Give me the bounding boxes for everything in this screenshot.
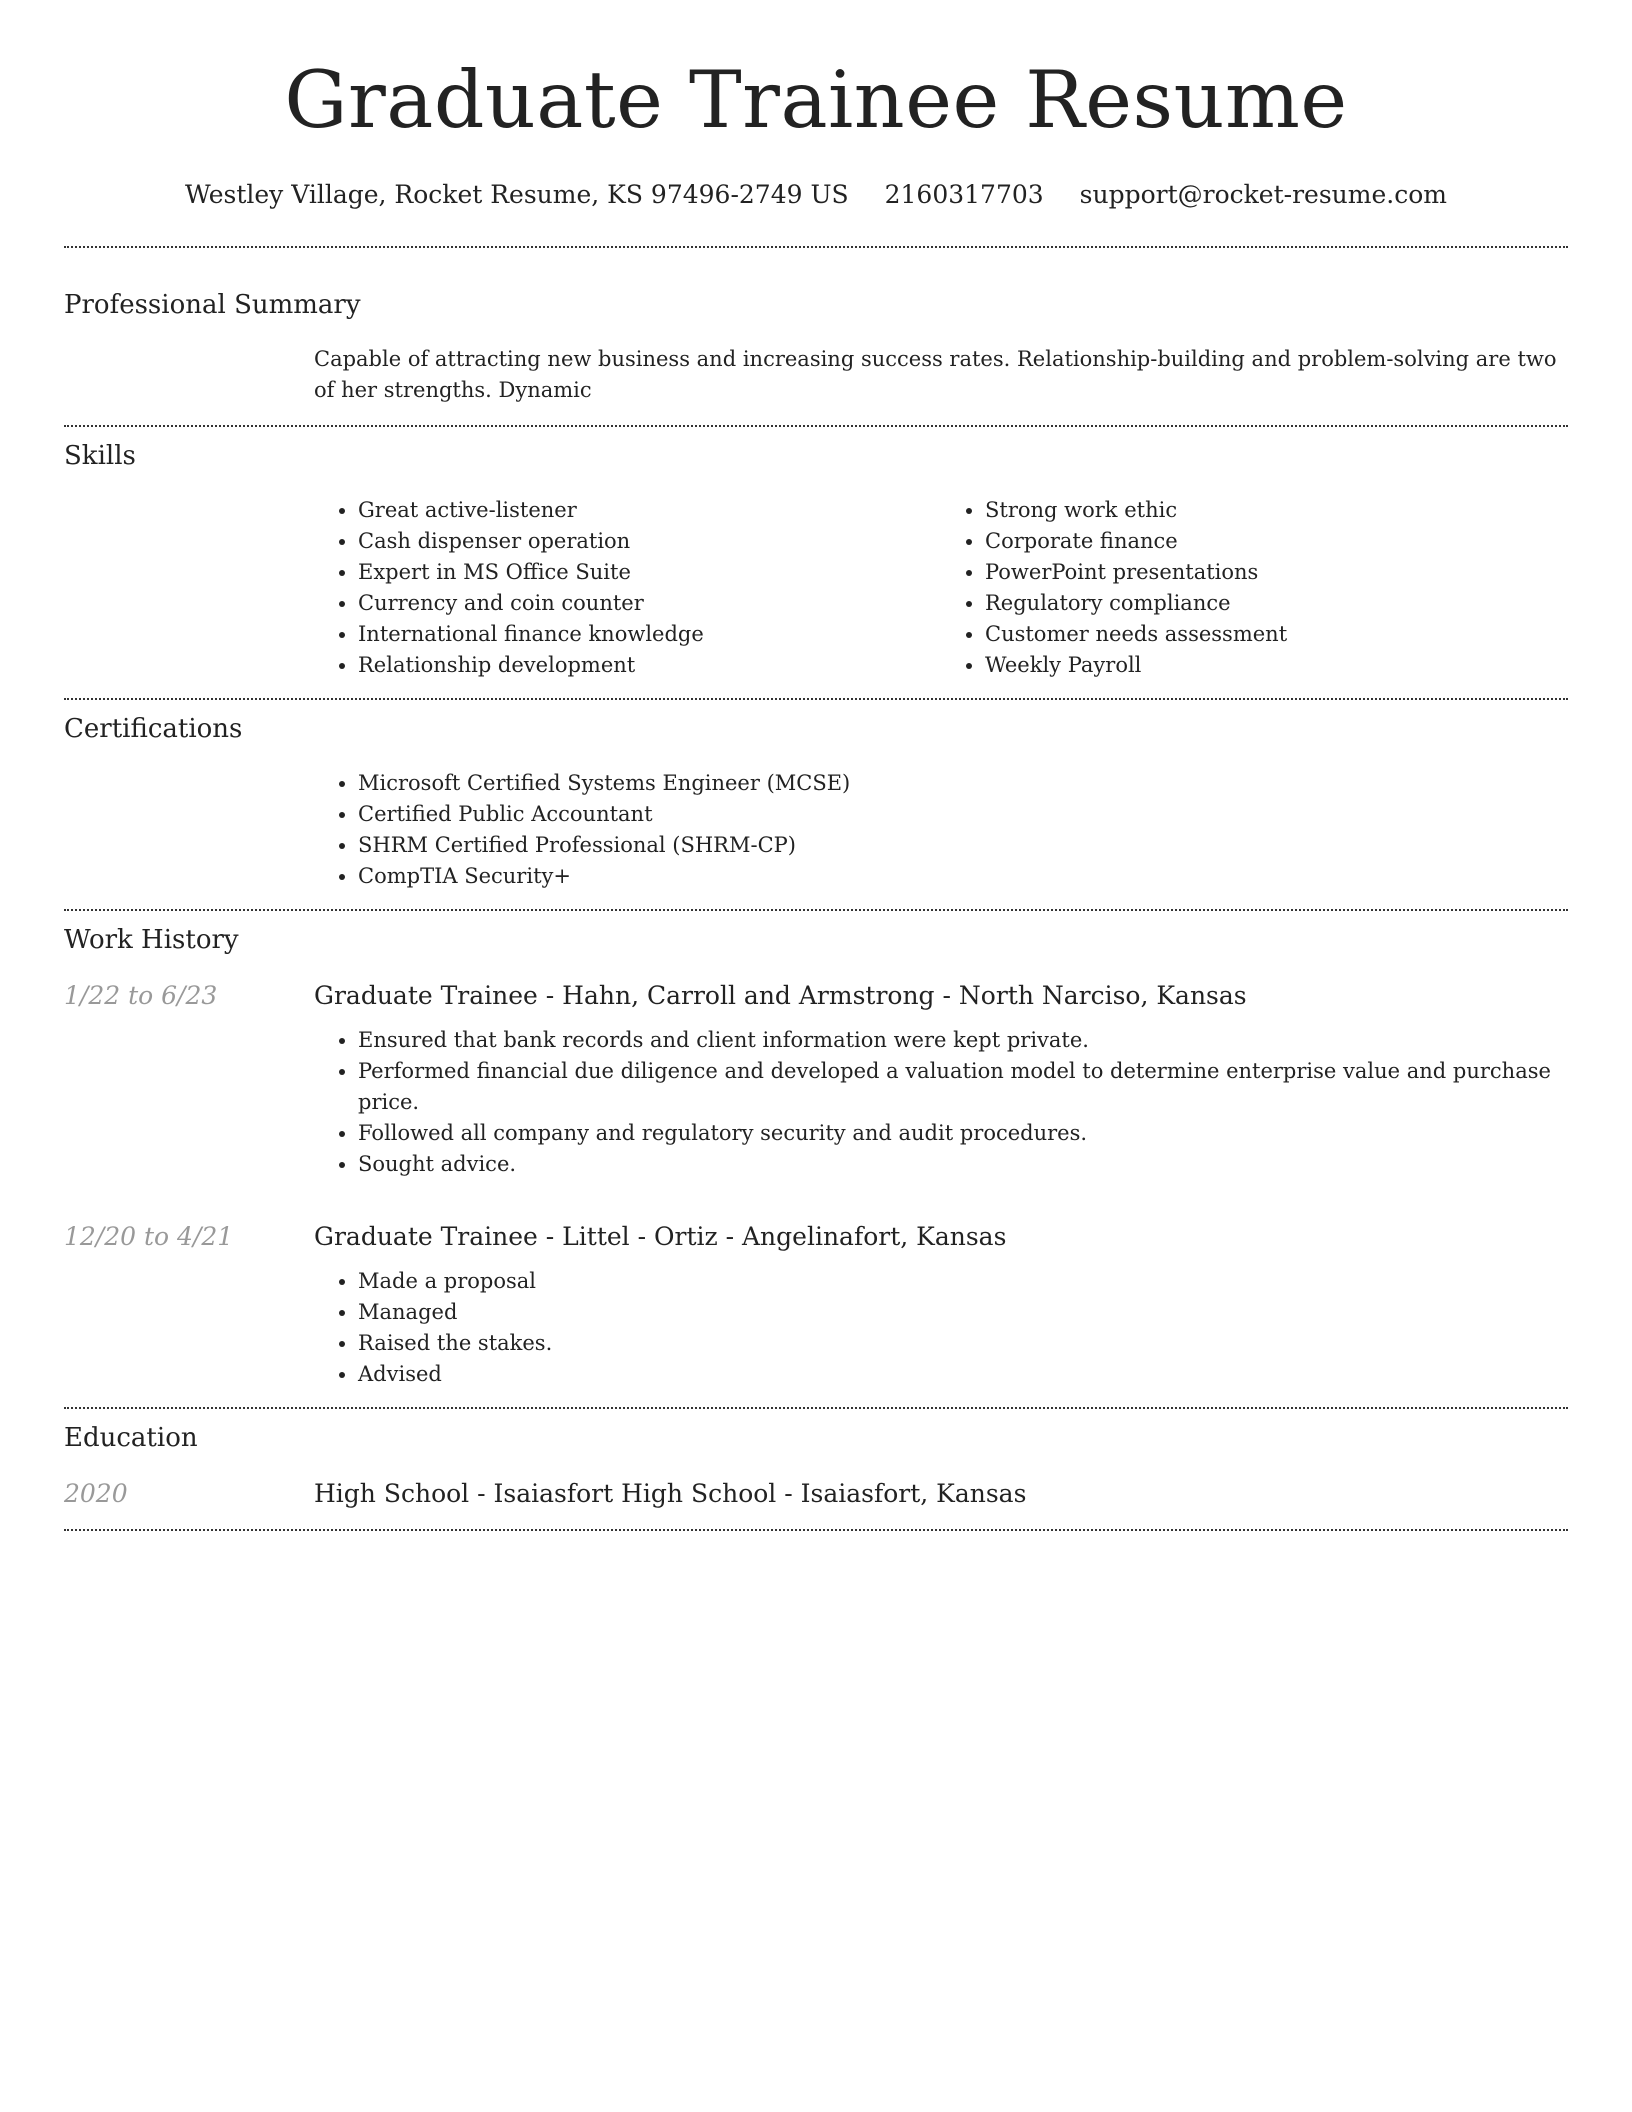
education-year: 2020 [64,1479,128,1508]
divider [64,425,1568,427]
list-item: • Expert in MS Office Suite [358,557,941,588]
list-item: • Followed all company and regulatory security and audit procedures. [358,1118,1568,1149]
list-item: • Raised the stakes. [358,1328,1568,1359]
job-entry [64,979,1568,1180]
skills-list-left [314,495,941,681]
work-history-heading: Work History [64,925,239,955]
job-title [314,979,1568,1013]
contact-phone: 2160317703 [884,180,1044,209]
list-item: • CompTIA Security+ [358,861,1568,892]
job-title [314,1220,1568,1254]
list-item: • Customer needs assessment [985,619,1568,650]
summary-section [64,288,1568,406]
education-entry [64,1477,1568,1511]
job-dates: 12/20 to 4/21 [64,1222,234,1251]
contact-email: support@rocket-resume.com [1079,180,1447,209]
education-degree: High School [314,1479,470,1508]
certifications-heading: Certifications [64,714,243,744]
skills-list-right [941,495,1568,681]
contact-address: Westley Village, Rocket Resume, KS 97496-2749 US [185,180,849,209]
list-item: • Sought advice. [358,1149,1568,1180]
list-item: • Cash dispenser operation [358,526,941,557]
divider [64,246,1568,248]
list-item: • Relationship development [358,650,941,681]
education-details: - Isaiasfort High School - Isaiasfort, Kansas [469,1479,1027,1508]
divider [64,909,1568,911]
list-item: • Regulatory compliance [985,588,1568,619]
job-bullets [314,1266,1568,1390]
certifications-list [314,768,1568,892]
list-item: • PowerPoint presentations [985,557,1568,588]
list-item: • SHRM Certified Professional (SHRM-CP) [358,830,1568,861]
list-item: • Certified Public Accountant [358,799,1568,830]
job-role: Graduate Trainee [314,1222,538,1251]
list-item: • Performed financial due diligence and developed a valuation model to determine enterprise value and purchase price. [358,1056,1568,1118]
job-role: Graduate Trainee [314,981,538,1010]
education-section [64,1421,1568,1511]
contact-line [64,178,1568,212]
resume-title: Graduate Trainee Resume [284,54,1348,146]
job-entry [64,1220,1568,1390]
job-bullets [314,1025,1568,1180]
skills-section [64,439,1568,681]
list-item: • Strong work ethic [985,495,1568,526]
job-details: - Hahn, Carroll and Armstrong - North Narciso, Kansas [537,981,1247,1010]
list-item: • Made a proposal [358,1266,1568,1297]
divider [64,1529,1568,1531]
list-item: • Microsoft Certified Systems Engineer (MCSE) [358,768,1568,799]
summary-heading: Professional Summary [64,290,361,320]
divider [64,1407,1568,1409]
list-item: • Ensured that bank records and client information were kept private. [358,1025,1568,1056]
certifications-section [64,712,1568,892]
list-item: • International finance knowledge [358,619,941,650]
work-history-section [64,923,1568,1390]
job-details: - Littel - Ortiz - Angelinafort, Kansas [537,1222,1007,1251]
education-title [314,1477,1568,1511]
job-dates: 1/22 to 6/23 [64,981,218,1010]
education-heading: Education [64,1423,198,1453]
list-item: • Currency and coin counter [358,588,941,619]
list-item: • Advised [358,1359,1568,1390]
list-item: • Managed [358,1297,1568,1328]
list-item: • Corporate finance [985,526,1568,557]
summary-text: Capable of attracting new business and increasing success rates. Relationship-building and problem-solving are two of her strengths. Dynamic [314,347,1557,402]
divider [64,698,1568,700]
skills-heading: Skills [64,441,136,471]
list-item: • Great active-listener [358,495,941,526]
list-item: • Weekly Payroll [985,650,1568,681]
